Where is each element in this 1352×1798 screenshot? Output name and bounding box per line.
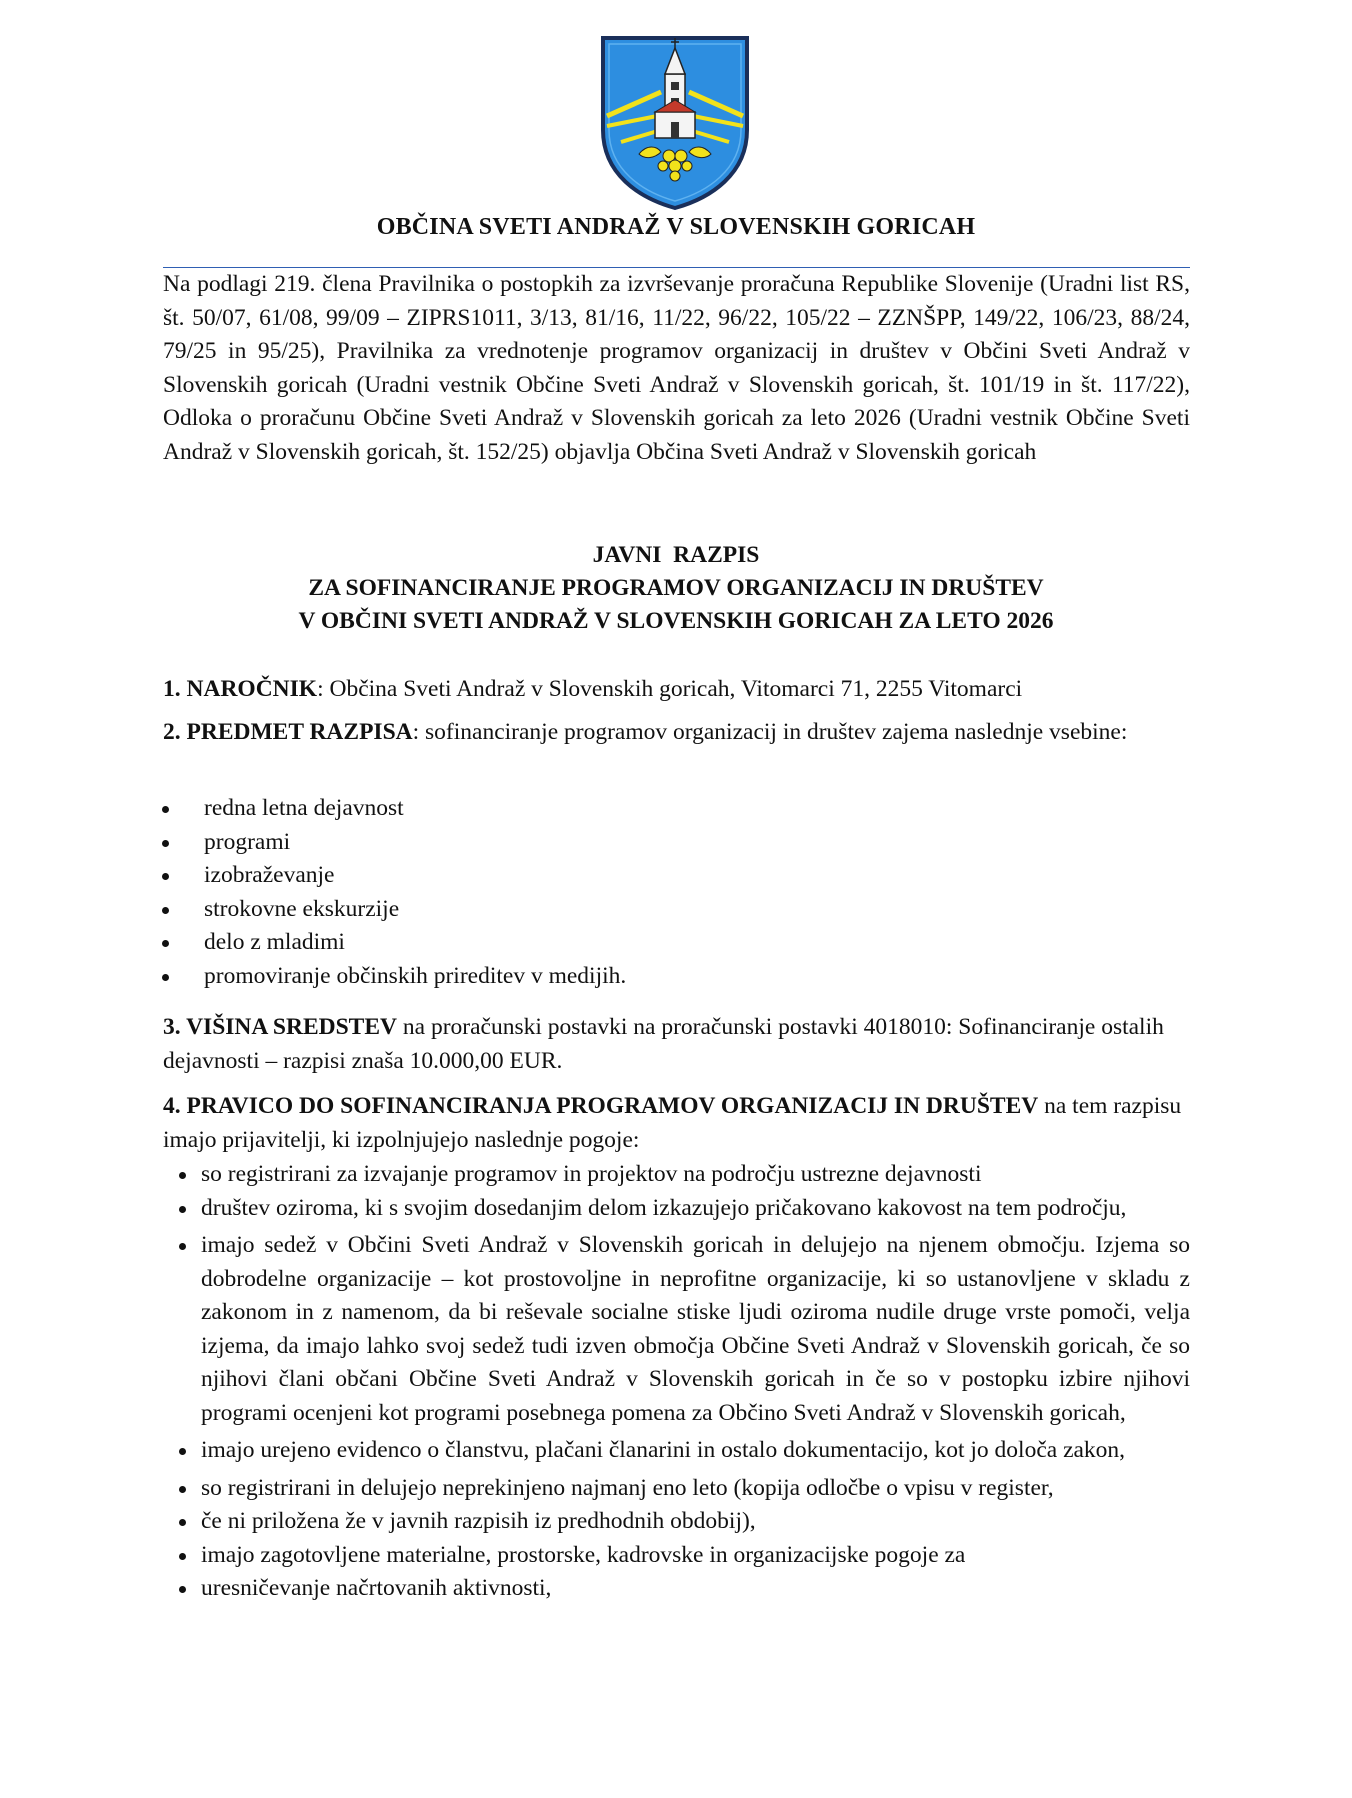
section-2-label: 2. PREDMET RAZPISA — [163, 719, 413, 745]
list-item: imajo urejeno evidenco o članstvu, plačani članarini in ostalo dokumentacijo, kot jo določa zakon, — [163, 1434, 1190, 1468]
section-1-label: 1. NAROČNIK — [163, 676, 318, 702]
section-4 — [163, 1090, 1190, 1157]
list-item: če ni priložena že v javnih razpisih iz predhodnih obdobij), — [163, 1505, 1190, 1539]
list-item: izobraževanje — [161, 859, 1190, 893]
title-line-1: JAVNI RAZPIS — [592, 542, 760, 568]
municipal-crest-icon — [599, 34, 751, 210]
section-2 — [163, 716, 1190, 750]
list-item: programi — [161, 826, 1190, 860]
section-3 — [163, 1011, 1190, 1078]
list-item: redna letna dejavnost — [161, 792, 1190, 826]
list-item: so registrirani za izvajanje programov in projektov na področju ustrezne dejavnosti — [163, 1158, 1190, 1192]
section-4-label: 4. PRAVICO DO SOFINANCIRANJA PROGRAMOV ORGANIZACIJ IN DRUŠTEV — [163, 1093, 1039, 1119]
list-item: imajo zagotovljene materialne, prostorske, kadrovske in organizacijske pogoje za — [163, 1539, 1190, 1573]
section-2-text: : sofinanciranje programov organizacij in društev zajema naslednje vsebine: — [412, 719, 1128, 745]
list-item: promoviranje občinskih prireditev v medijih. — [161, 960, 1190, 994]
section-3-text: na proračunski postavki na proračunski postavki 4018010: Sofinanciranje ostalih dejavnosti – razpisi znaša 10.000,00 EUR. — [163, 1014, 1164, 1074]
legal-basis-paragraph: Na podlagi 219. člena Pravilnika o postopkih za izvrševanje proračuna Republike Slovenije (Uradni list RS, št. 50/07, 61/08, 99/09 – ZIPRS1011, 3/13, 81/16, 11/22, 96/22, 105/22 – ZZNŠPP, 149/22, 106/23, 88/24, 79/25 in 95/25), Pravilnika za vrednotenje programov organizacij in društev v Občini Sveti Andraž v Slovenskih goricah (Uradni vestnik Občine Sveti Andraž v Slovenskih goricah, št. 101/19 in št. 117/22), Odloka o proračunu Občine Sveti Andraž v Slovenskih goricah za leto 2026 (Uradni vestnik Občine Sveti Andraž v Slovenskih goricah, št. 152/25) objavlja Občina Sveti Andraž v Slovenskih goricah — [163, 271, 1190, 465]
list-item: društev oziroma, ki s svojim dosedanjim delom izkazujejo pričakovano kakovost na tem področju, — [163, 1192, 1190, 1226]
section-1-text: : Občina Sveti Andraž v Slovenskih goricah, Vitomarci 71, 2255 Vitomarci — [317, 676, 1023, 702]
list-item: delo z mladimi — [161, 926, 1190, 960]
municipality-name: OBČINA SVETI ANDRAŽ V SLOVENSKIH GORICAH — [376, 214, 976, 240]
document-title — [0, 539, 1352, 638]
list-item: so registrirani in delujejo neprekinjeno najmanj eno leto (kopija odločbe o vpisu v register, — [163, 1472, 1190, 1506]
section-4-list — [163, 1158, 1190, 1606]
section-2-list — [161, 792, 1190, 993]
section-1 — [163, 673, 1190, 707]
list-item: imajo sedež v Občini Sveti Andraž v Slovenskih goricah in delujejo na njenem območju. Izjema so dobrodelne organizacije – kot prostovoljne in neprofitne organizacije, ki so ustanovljene v skladu z zakonom in z namenom, da bi reševale socialne stiske ljudi oziroma nudile druge vrste pomoči, velja izjema, da imajo lahko svoj sedež tudi izven območja Občine Sveti Andraž v Slovenskih goricah, če so njihovi člani občani Občine Sveti Andraž v Slovenskih goricah in če so v postopku izbire njihovi programi ocenjeni kot programi posebnega pomena za Občino Sveti Andraž v Slovenskih goricah, — [163, 1229, 1190, 1430]
list-item: uresničevanje načrtovanih aktivnosti, — [163, 1572, 1190, 1606]
title-line-3: V OBČINI SVETI ANDRAŽ V SLOVENSKIH GORICAH ZA LETO 2026 — [298, 608, 1054, 634]
list-item: strokovne ekskurzije — [161, 893, 1190, 927]
section-4-text: na tem razpisu imajo prijavitelji, ki izpolnjujejo naslednje pogoje: — [163, 1093, 1182, 1153]
title-line-2: ZA SOFINANCIRANJE PROGRAMOV ORGANIZACIJ IN DRUŠTEV — [308, 575, 1044, 601]
section-3-label: 3. VIŠINA SREDSTEV — [163, 1014, 398, 1040]
